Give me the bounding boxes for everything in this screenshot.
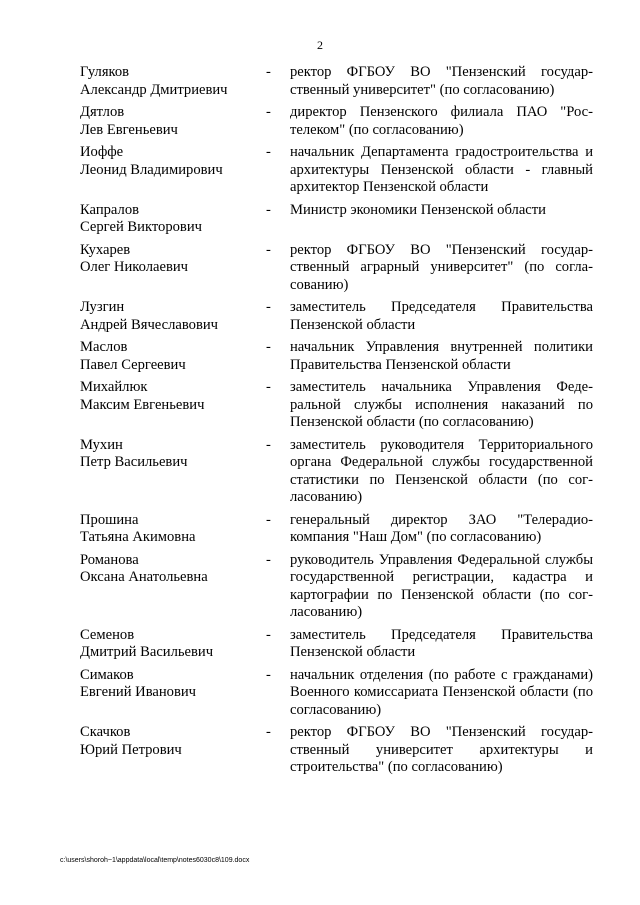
member-entry (80, 299, 593, 334)
member-name (80, 64, 266, 99)
member-given-names: Петр Васильевич (80, 454, 188, 470)
member-given-names: Леонид Владимирович (80, 161, 223, 178)
member-entry (80, 339, 593, 374)
member-given-names: Дмитрий Васильевич (80, 644, 214, 660)
member-name (80, 512, 266, 547)
separator-dash: - (266, 241, 271, 258)
member-name (80, 552, 266, 587)
member-surname: Иоффе (80, 144, 124, 160)
separator-dash: - (266, 436, 271, 453)
separator-dash: - (266, 64, 271, 80)
member-position: заместитель Председателя Правительства Пензенской области (290, 299, 593, 333)
separator-dash: - (266, 511, 271, 528)
member-given-names: Павел Сергеевич (80, 356, 186, 373)
member-position: ректор ФГБОУ ВО "Пензенский государственный аграрный университет" (по согласованию) (290, 241, 593, 293)
member-position: заместитель руководителя Территориального органа Федеральной службы государственной статистики по Пензенской области (по согласованию) (290, 436, 593, 505)
member-given-names: Оксана Анатольевна (80, 569, 208, 585)
separator-dash: - (266, 299, 271, 315)
member-given-names: Олег Николаевич (80, 259, 189, 275)
member-given-names: Татьяна Акимовна (80, 529, 196, 545)
member-position: ректор ФГБОУ ВО "Пензенский государственный университет" (по согласованию) (290, 64, 593, 98)
member-name (80, 667, 266, 702)
member-surname: Кухарев (80, 241, 131, 258)
member-entry (80, 512, 593, 547)
member-surname: Капралов (80, 201, 140, 218)
member-name (80, 437, 266, 472)
member-position: ректор ФГБОУ ВО "Пензенский государственный университет архитектуры и строительства" (по согласованию) (290, 724, 593, 775)
member-entry (80, 379, 593, 432)
member-entry (80, 144, 593, 197)
member-surname: Дятлов (80, 104, 125, 120)
member-entry (80, 64, 593, 99)
member-surname: Семенов (80, 626, 135, 643)
separator-dash: - (266, 339, 271, 355)
member-given-names: Александр Дмитриевич (80, 81, 228, 98)
member-name (80, 339, 266, 374)
member-surname: Мухин (80, 436, 123, 453)
member-name (80, 144, 266, 179)
member-name (80, 379, 266, 414)
member-name (80, 299, 266, 334)
member-position: начальник отделения (по работе с гражданами) Военного комиссариата Пензенской области (по согласованию) (290, 666, 593, 718)
member-surname: Гуляков (80, 64, 130, 80)
member-position: руководитель Управления Федеральной службы государственной регистрации, кадастра и картографии по Пензенской области (по согласованию) (290, 551, 593, 620)
member-surname: Симаков (80, 666, 134, 683)
member-name (80, 627, 266, 662)
member-name (80, 242, 266, 277)
member-entry (80, 667, 593, 720)
member-name (80, 104, 266, 139)
member-name (80, 202, 266, 237)
member-entry (80, 552, 593, 622)
separator-dash: - (266, 724, 271, 740)
member-surname: Прошина (80, 511, 139, 528)
member-surname: Михайлюк (80, 379, 148, 395)
file-path-footer: c:\users\shoroh~1\appdata\local\temp\notes6030c8\109.docx (60, 857, 250, 864)
member-given-names: Андрей Вячеславович (80, 316, 218, 333)
member-given-names: Сергей Викторович (80, 219, 202, 235)
member-position: начальник Управления внутренней политики Правительства Пензенской области (290, 339, 593, 373)
separator-dash: - (266, 626, 271, 643)
separator-dash: - (266, 379, 271, 395)
member-position: генеральный директор ЗАО "Телерадиокомпания "Наш Дом" (по согласованию) (290, 511, 593, 545)
member-entry (80, 104, 593, 139)
separator-dash: - (266, 144, 271, 160)
member-entry (80, 724, 593, 777)
member-position: заместитель Председателя Правительства Пензенской области (290, 626, 593, 660)
page-number: 2 (317, 38, 323, 52)
member-surname: Романова (80, 551, 139, 568)
separator-dash: - (266, 201, 271, 218)
member-given-names: Максим Евгеньевич (80, 396, 205, 413)
separator-dash: - (266, 104, 271, 120)
member-name (80, 724, 266, 759)
member-given-names: Евгений Иванович (80, 684, 197, 700)
member-given-names: Юрий Петрович (80, 741, 182, 758)
members-list (80, 64, 593, 782)
member-position: директор Пензенского филиала ПАО "Ростелеком" (по согласованию) (290, 104, 593, 138)
separator-dash: - (266, 551, 271, 568)
member-entry (80, 242, 593, 295)
member-position: Министр экономики Пензенской области (290, 201, 546, 218)
member-position: заместитель начальника Управления Федеральной службы исполнения наказаний по Пензенской области (по согласованию) (290, 379, 593, 430)
member-entry (80, 202, 593, 237)
member-surname: Лузгин (80, 299, 125, 315)
member-position: начальник Департамента градостроительства и архитектуры Пензенской области - главный архитектор Пензенской области (290, 144, 593, 195)
member-surname: Маслов (80, 339, 128, 355)
member-entry (80, 627, 593, 662)
separator-dash: - (266, 666, 271, 683)
member-given-names: Лев Евгеньевич (80, 121, 178, 138)
member-surname: Скачков (80, 724, 131, 740)
member-entry (80, 437, 593, 507)
